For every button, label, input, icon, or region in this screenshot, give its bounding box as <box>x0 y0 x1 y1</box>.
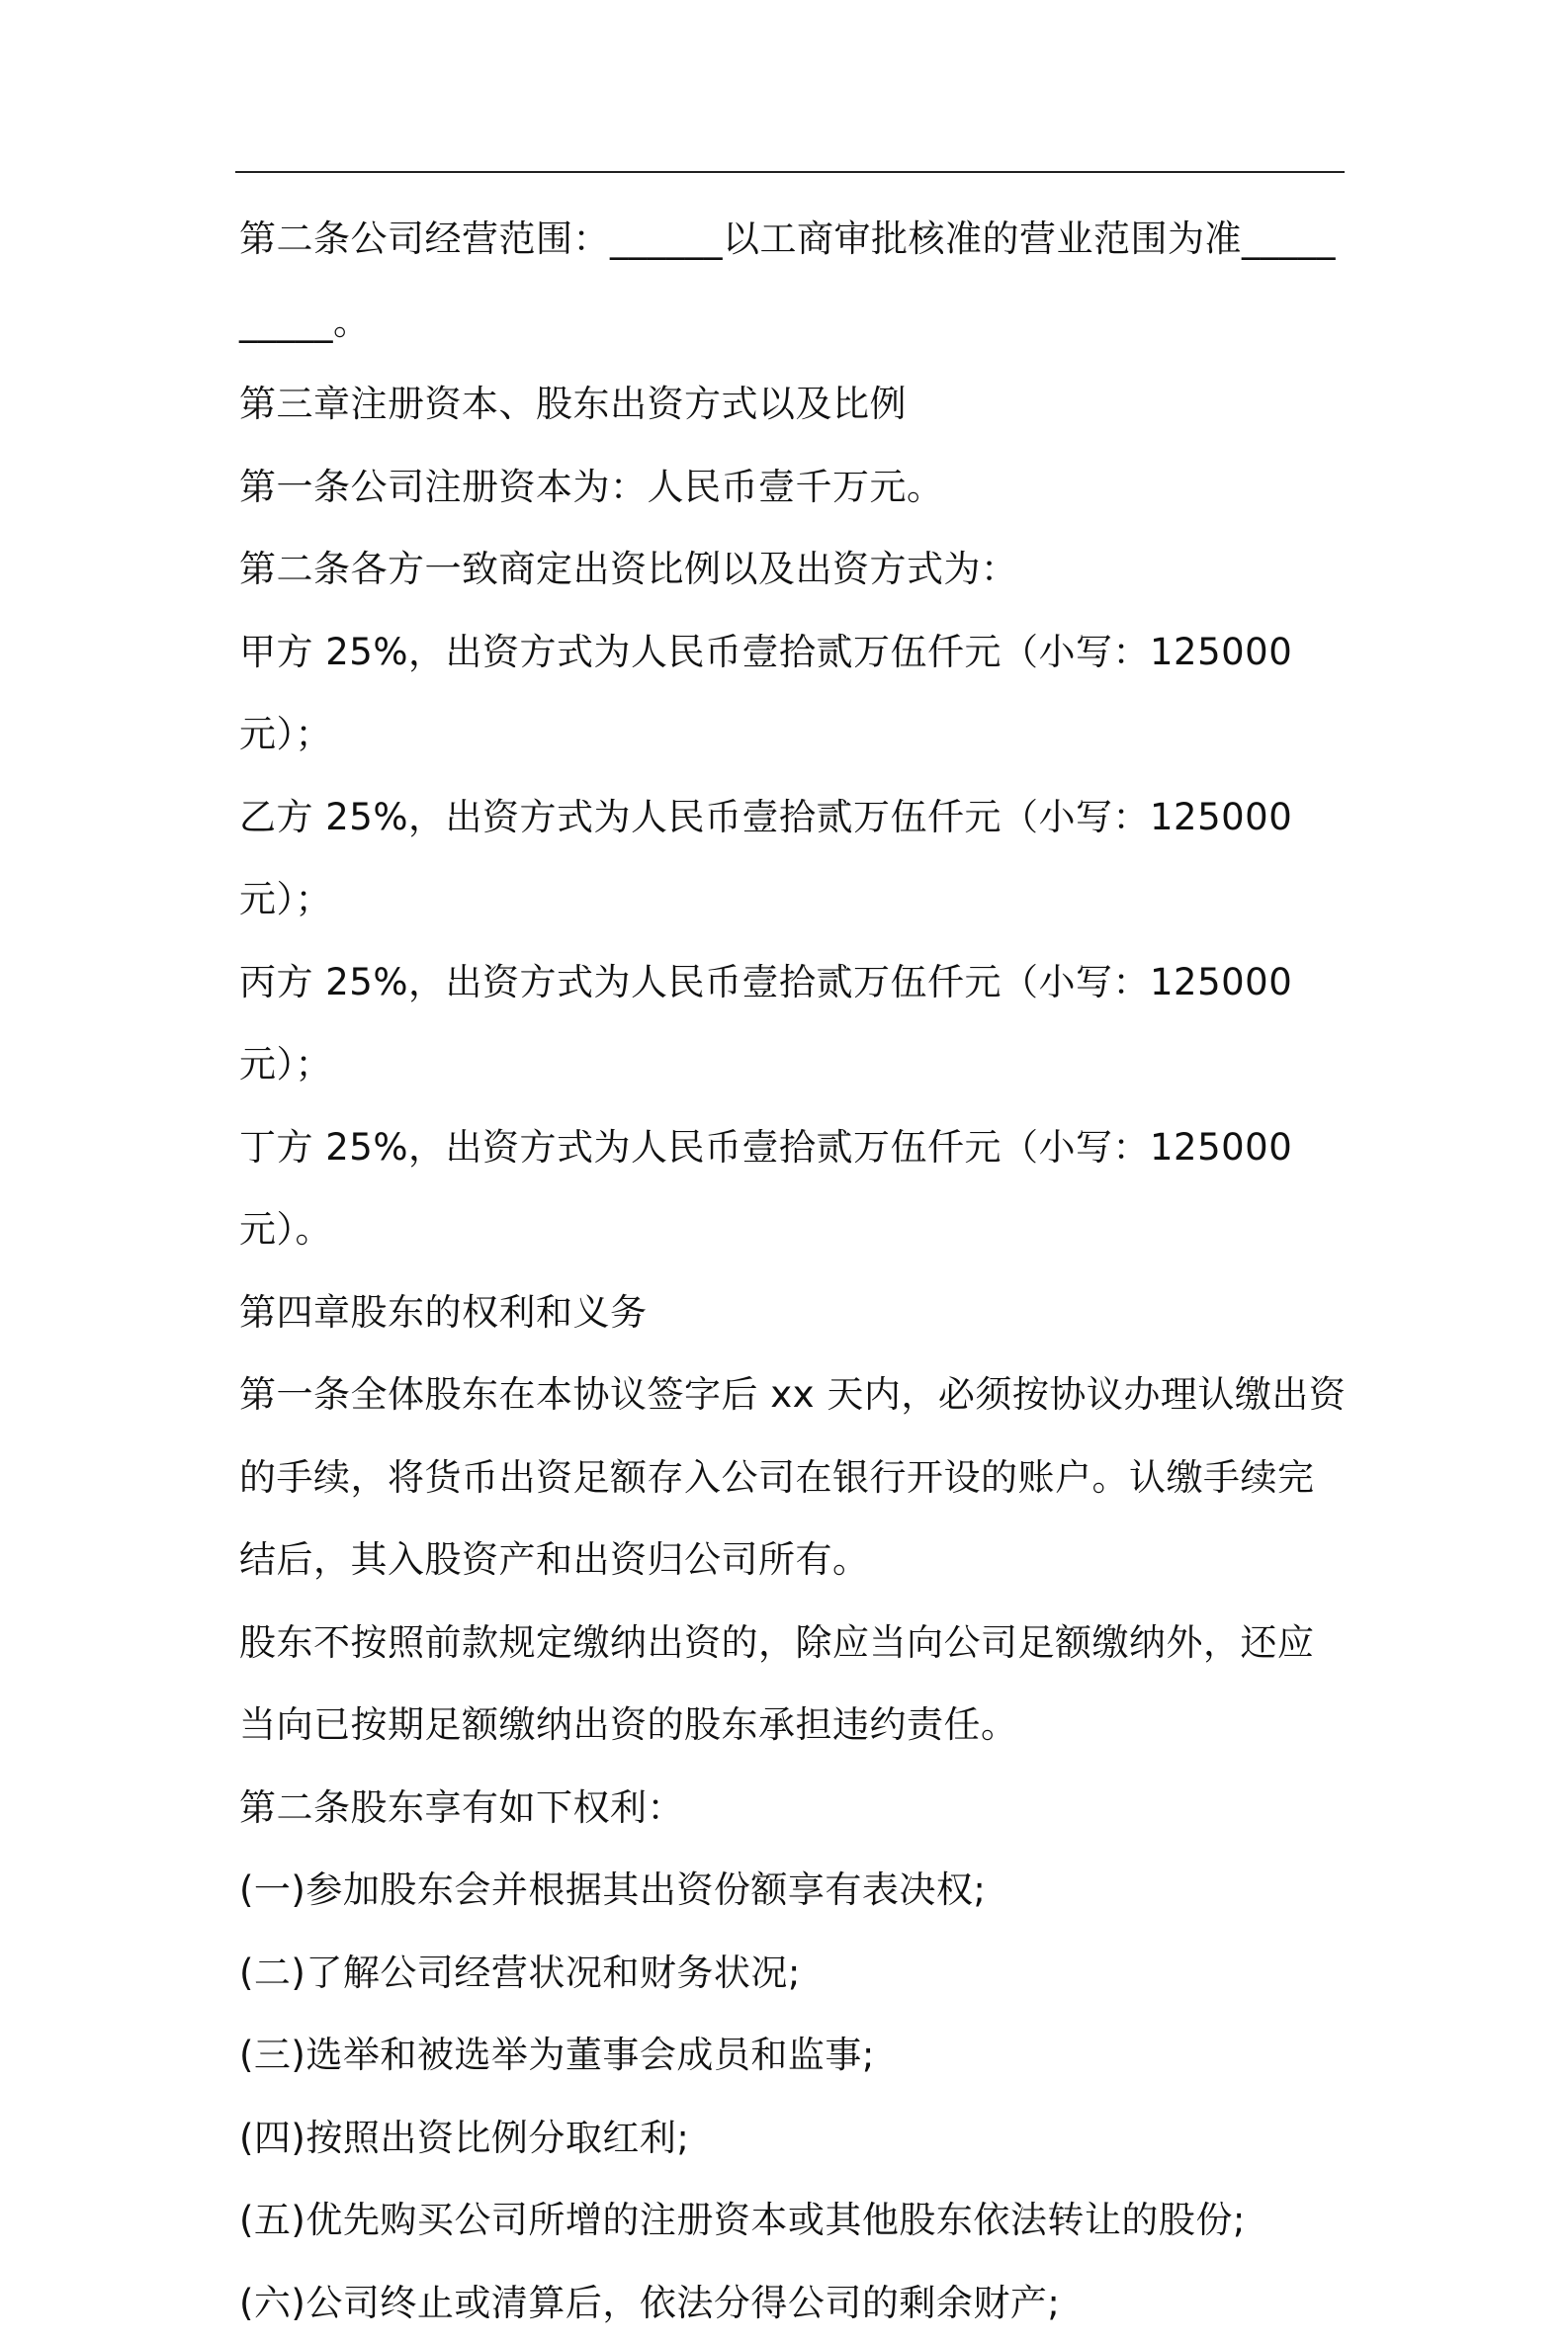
article-2-shareholder-rights: 第二条股东享有如下权利： <box>239 1767 1347 1850</box>
party-b-contribution: 乙方 25%，出资方式为人民币壹拾贰万伍仟元（小写：125000 元）； <box>239 776 1347 941</box>
breach-liability-paragraph: 股东不按照前款规定缴纳出资的，除应当向公司足额缴纳外，还应当向已按期足额缴纳出资的股东承担违约责任。 <box>239 1602 1347 1767</box>
party-d-contribution: 丁方 25%，出资方式为人民币壹拾贰万伍仟元（小写：125000 元）。 <box>239 1106 1347 1271</box>
right-item-2: (二)了解公司经营状况和财务状况; <box>239 1932 1347 2015</box>
article-1-registered-capital: 第一条公司注册资本为：人民币壹千万元。 <box>239 446 1347 529</box>
right-item-1: (一)参加股东会并根据其出资份额享有表决权; <box>239 1849 1347 1932</box>
article-2-business-scope: 第二条公司经营范围：______以工商审批核准的营业范围为准__________。 <box>239 198 1347 363</box>
chapter-3-heading: 第三章注册资本、股东出资方式以及比例 <box>239 363 1347 446</box>
chapter-4-heading: 第四章股东的权利和义务 <box>239 1271 1347 1354</box>
party-c-contribution: 丙方 25%，出资方式为人民币壹拾贰万伍仟元（小写：125000 元）； <box>239 941 1347 1106</box>
party-a-contribution: 甲方 25%，出资方式为人民币壹拾贰万伍仟元（小写：125000 元）； <box>239 611 1347 776</box>
right-item-5: (五)优先购买公司所增的注册资本或其他股东依法转让的股份; <box>239 2179 1347 2262</box>
document-body <box>239 198 1347 2344</box>
right-item-6: (六)公司终止或清算后，依法分得公司的剩余财产; <box>239 2262 1347 2344</box>
header-rule <box>235 171 1345 173</box>
right-item-3: (三)选举和被选举为董事会成员和监事; <box>239 2014 1347 2097</box>
article-2-capital-contribution: 第二条各方一致商定出资比例以及出资方式为： <box>239 528 1347 611</box>
article-1-subscription-procedure: 第一条全体股东在本协议签字后 xx 天内，必须按协议办理认缴出资的手续，将货币出资足额存入公司在银行开设的账户。认缴手续完结后，其入股资产和出资归公司所有。 <box>239 1353 1347 1602</box>
right-item-4: (四)按照出资比例分取红利; <box>239 2097 1347 2180</box>
